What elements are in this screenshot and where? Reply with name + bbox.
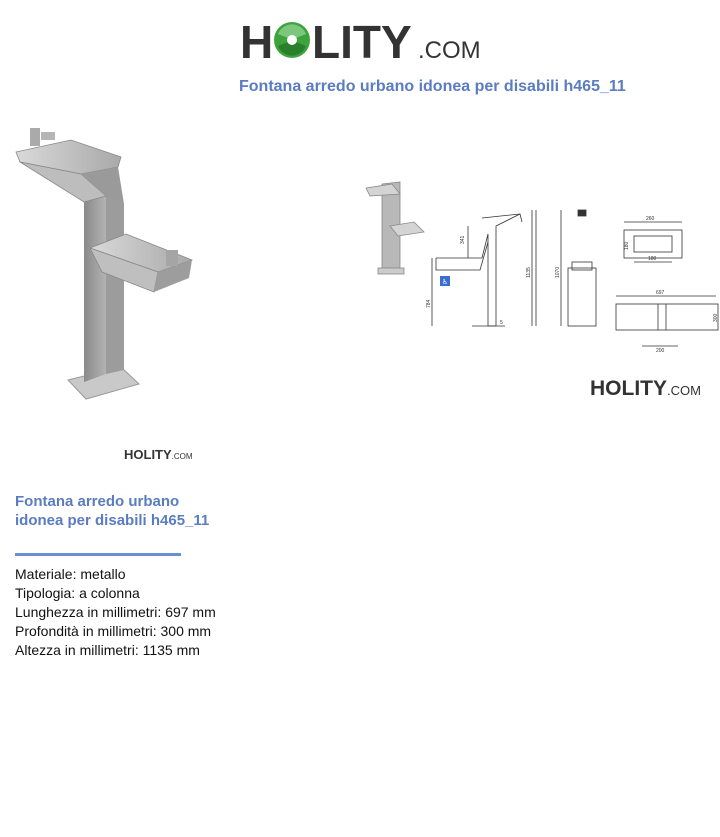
spec-row: Materiale: metallo: [15, 566, 126, 582]
product-name: Fontana arredo urbano idonea per disabili h465_11: [15, 493, 210, 529]
title-divider: [15, 553, 181, 556]
product-photo: [6, 112, 206, 412]
holity-logo-mark: [240, 14, 490, 70]
dim-260: 260: [646, 216, 655, 222]
page-title: Fontana arredo urbano idonea per disabili h465_11: [239, 78, 626, 95]
technical-drawing: [360, 178, 720, 360]
dim-180-vertical: 180: [624, 241, 630, 250]
dim-1070: 1070: [555, 266, 561, 278]
spec-row: Altezza in millimetri: 1135 mm: [15, 642, 200, 658]
spec-row: Tipologia: a colonna: [15, 585, 140, 601]
spec-row: Profondità in millimetri: 300 mm: [15, 623, 212, 639]
svg-text:♿: ♿: [441, 278, 449, 286]
dim-300: 300: [713, 313, 719, 322]
holity-o-icon: [274, 22, 310, 58]
dim-341: 341: [460, 235, 466, 244]
dim-784: 784: [426, 299, 432, 308]
svg-text:.COM: .COM: [418, 37, 481, 64]
dim-180: 180: [648, 256, 657, 262]
spec-row: Lunghezza in millimetri: 697 mm: [15, 604, 216, 620]
dim-5: 5: [500, 320, 503, 326]
holity-logo-small: HOLITY.COM: [124, 447, 193, 462]
dim-200: 200: [656, 348, 665, 354]
svg-text:LITY: LITY: [312, 16, 412, 68]
dim-697: 697: [656, 290, 665, 296]
dim-1135: 1135: [526, 267, 532, 278]
spec-list: [15, 565, 216, 660]
holity-logo-right: HOLITY.COM: [590, 377, 701, 400]
svg-text:H: H: [240, 16, 274, 68]
holity-logo[interactable]: [240, 14, 490, 70]
